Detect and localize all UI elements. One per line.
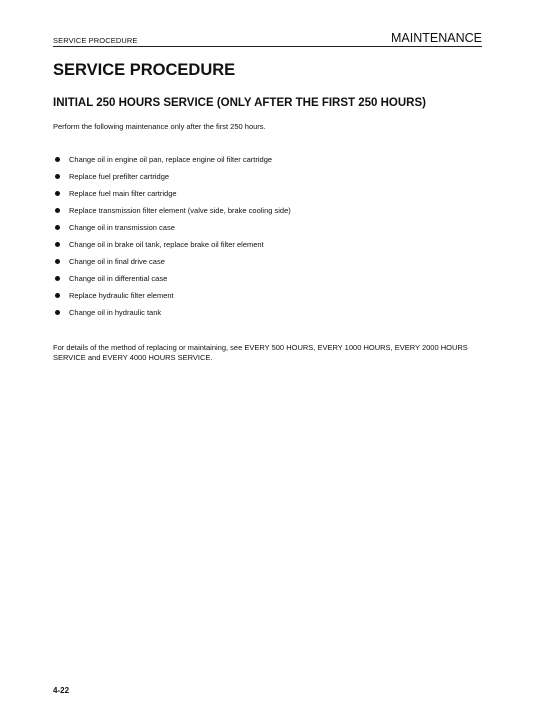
list-item-text: Replace fuel main filter cartridge <box>69 189 177 198</box>
list-item-text: Replace fuel prefilter cartridge <box>69 172 170 181</box>
bullet-icon <box>55 191 60 196</box>
list-item <box>53 240 291 257</box>
list-item <box>53 274 291 291</box>
list-item <box>53 308 291 325</box>
bullet-icon <box>55 225 60 230</box>
list-item <box>53 206 291 223</box>
list-item-text: Change oil in hydraulic tank <box>69 308 162 317</box>
list-item-text: Replace hydraulic filter element <box>69 291 174 300</box>
list-item-text: Change oil in final drive case <box>69 257 165 266</box>
maintenance-task-list <box>53 155 291 325</box>
reference-note: For details of the method of replacing or maintaining, see EVERY 500 HOURS, EVERY 1000 HOURS, EVERY 2000 HOURS SERVICE and EVERY 4000 HOURS SERVICE. <box>53 343 468 362</box>
running-header-chapter: MAINTENANCE <box>391 31 482 45</box>
bullet-icon <box>55 208 60 213</box>
list-item <box>53 223 291 240</box>
bullet-icon <box>55 157 60 162</box>
list-item <box>53 189 291 206</box>
bullet-icon <box>55 242 60 247</box>
bullet-icon <box>55 259 60 264</box>
list-item <box>53 172 291 189</box>
section-heading: INITIAL 250 HOURS SERVICE (ONLY AFTER THE FIRST 250 HOURS) <box>53 97 426 109</box>
bullet-icon <box>55 293 60 298</box>
page-title: SERVICE PROCEDURE <box>53 61 236 79</box>
page-number: 4-22 <box>53 686 70 695</box>
bullet-icon <box>55 174 60 179</box>
list-item-text: Change oil in transmission case <box>69 223 175 232</box>
bullet-icon <box>55 310 60 315</box>
list-item <box>53 291 291 308</box>
bullet-icon <box>55 276 60 281</box>
list-item-text: Change oil in brake oil tank, replace brake oil filter element <box>69 240 264 249</box>
list-item-text: Change oil in engine oil pan, replace engine oil filter cartridge <box>69 155 273 164</box>
list-item-text: Change oil in differential case <box>69 274 168 283</box>
list-item <box>53 257 291 274</box>
header-divider <box>53 46 482 47</box>
intro-paragraph: Perform the following maintenance only after the first 250 hours. <box>53 122 266 131</box>
running-header-section: SERVICE PROCEDURE <box>53 36 138 45</box>
list-item-text: Replace transmission filter element (valve side, brake cooling side) <box>69 206 291 215</box>
list-item <box>53 155 291 172</box>
